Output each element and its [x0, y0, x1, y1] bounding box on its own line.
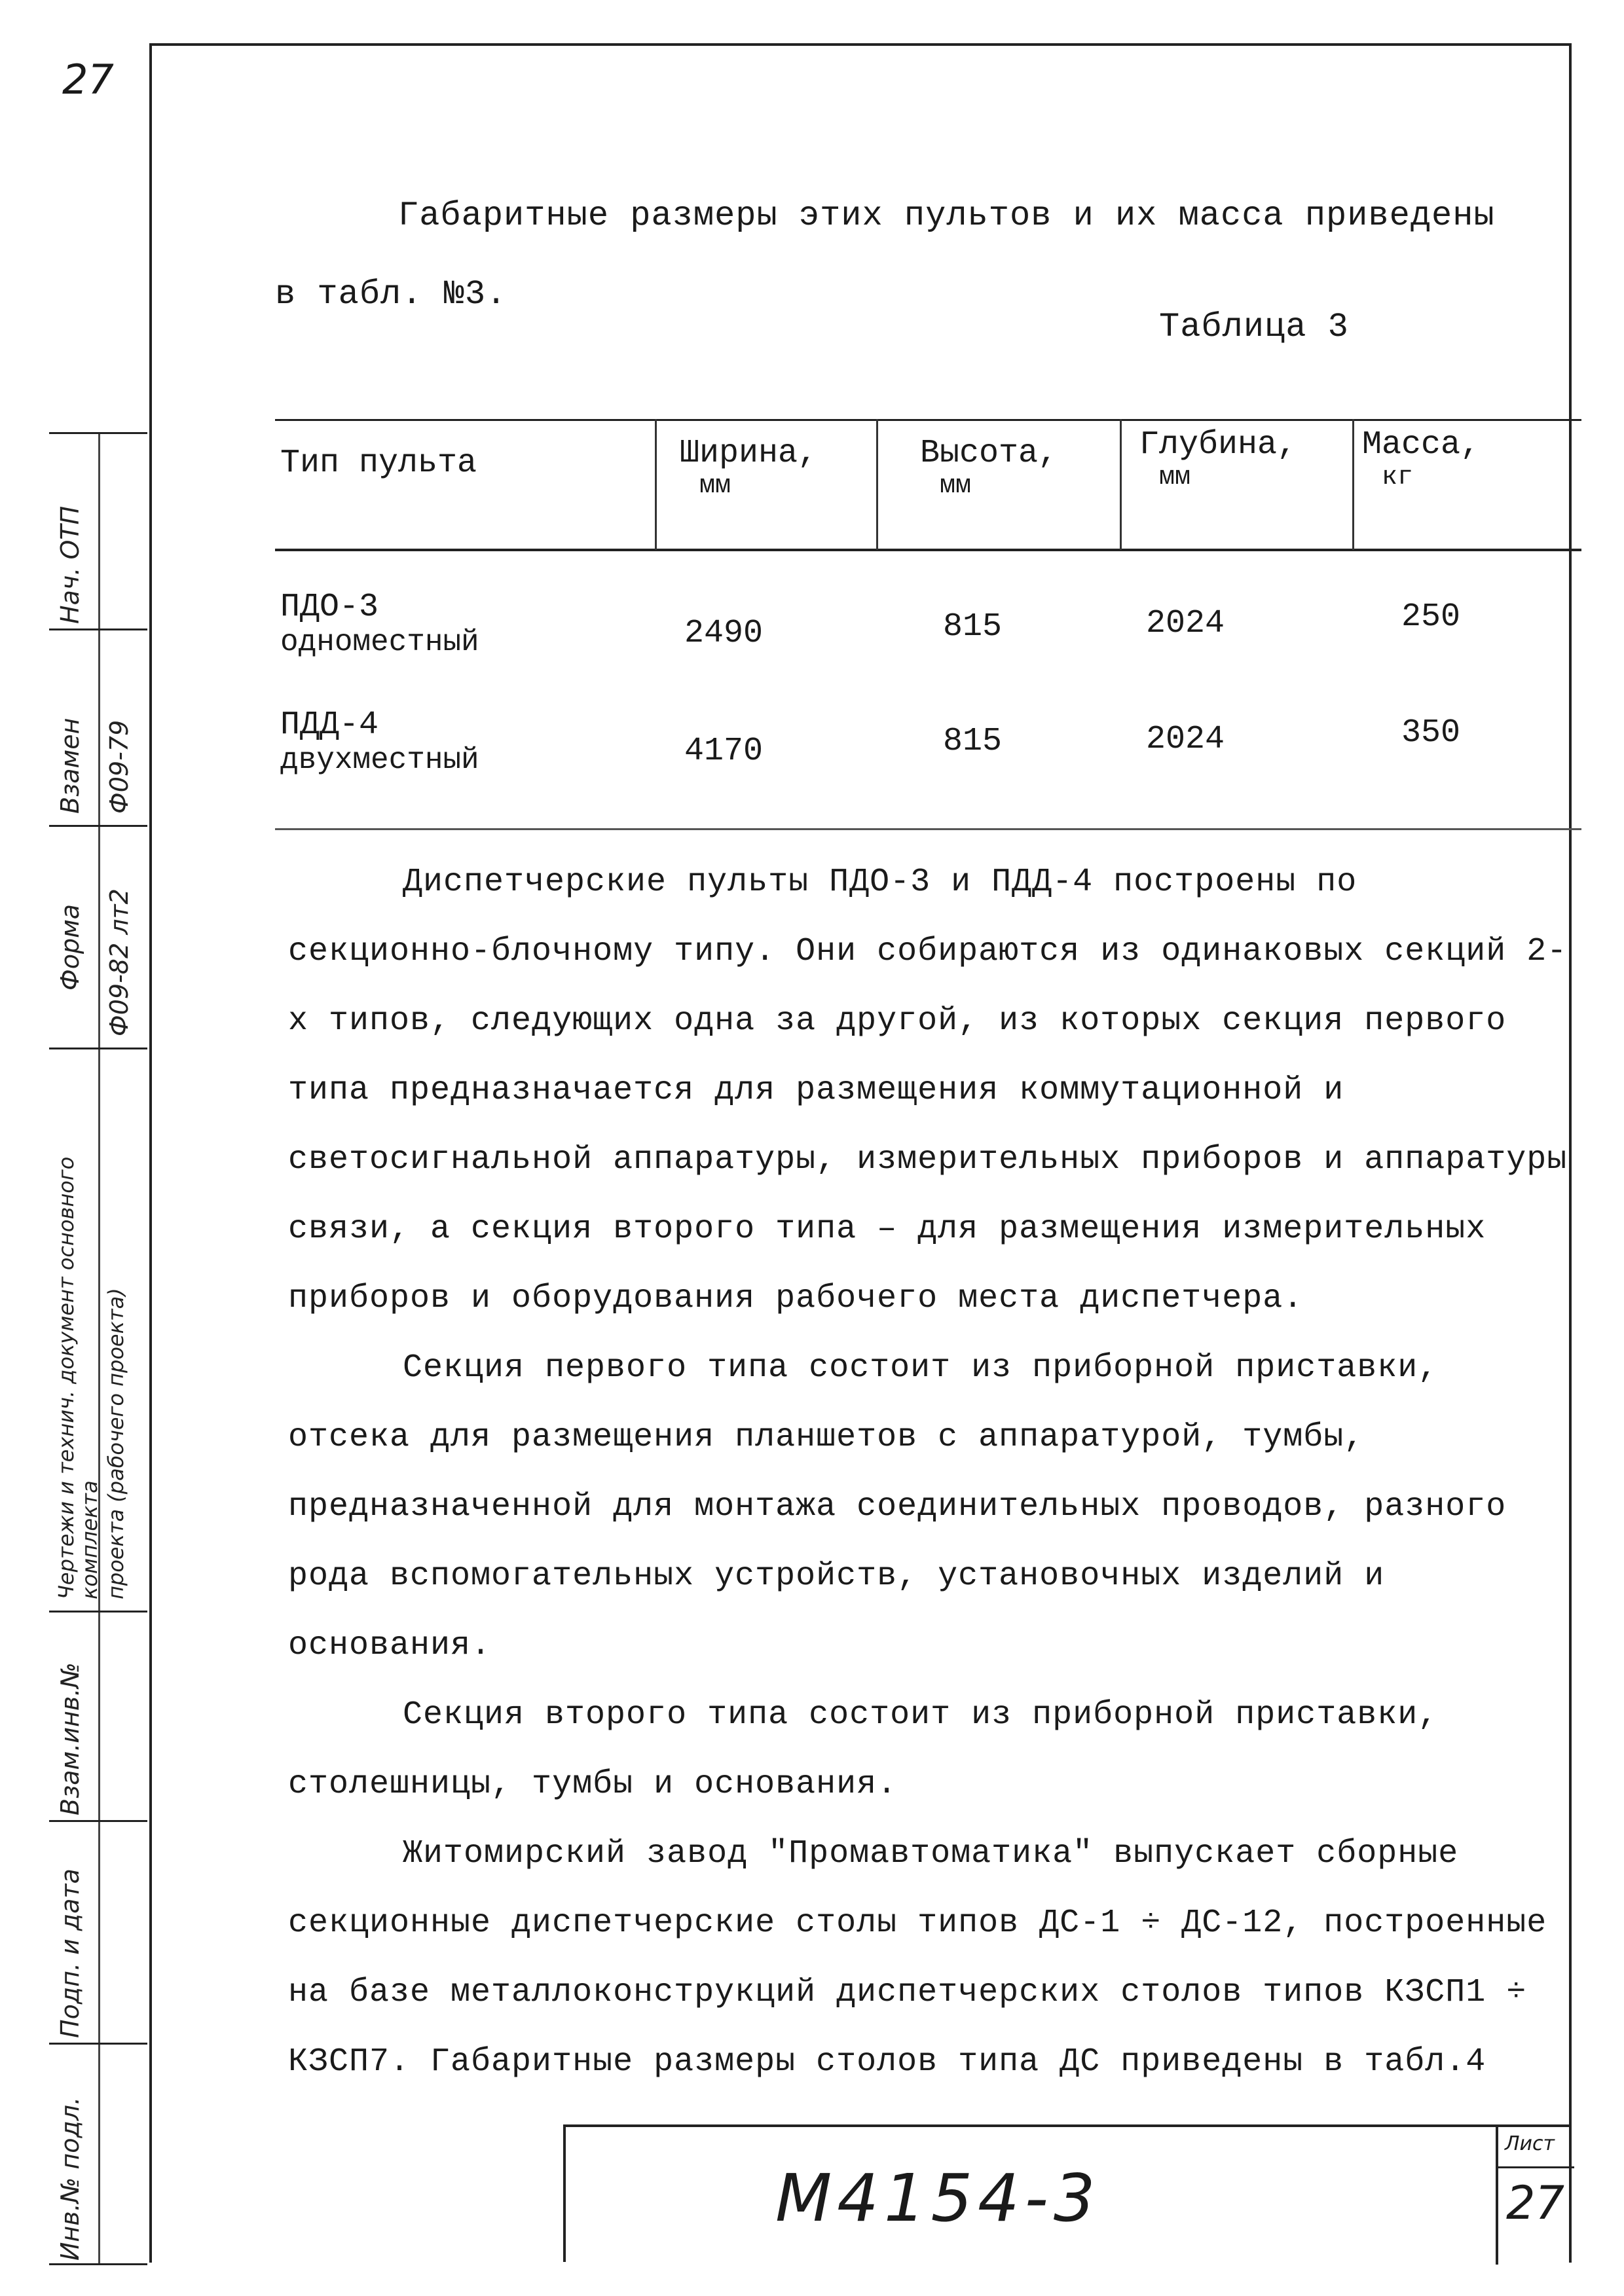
table-row-type	[280, 707, 479, 776]
side-stamp	[49, 432, 147, 2265]
sheet-label: Лист	[1505, 2132, 1555, 2155]
row-type-code: ПДД-4	[280, 706, 379, 744]
stamp-cell	[49, 1611, 147, 1820]
row-type-desc: двухместный	[280, 743, 479, 777]
stamp-cell	[49, 1820, 147, 2043]
table-cell-width: 4170	[684, 733, 764, 770]
stamp-value: Ф09-82 лт2	[105, 888, 134, 1036]
stamp-cell	[49, 1048, 147, 1611]
table-col-divider	[655, 419, 657, 550]
col-header-width	[680, 435, 817, 501]
body-text	[288, 848, 1572, 2097]
corner-page-number: 27	[62, 56, 114, 103]
stamp-cell	[49, 432, 147, 629]
paragraph: Секция второго типа состоит из приборной приставки, столешницы, тумбы и основания.	[288, 1696, 1439, 1803]
sheet-number: 27	[1506, 2176, 1565, 2230]
table-caption: Таблица 3	[1159, 308, 1349, 346]
row-type-desc: одноместный	[280, 625, 479, 659]
stamp-label: Подп. и дата	[56, 1868, 84, 2038]
paragraph: Житомирский завод "Промавтоматика" выпускает сборные секционные диспетчерские столы типов ДС-1 ÷ ДС-12, построенные на базе металлоконструкций диспетчерских столов типов КЗСП1 ÷ КЗСП7. Габаритные размеры столов типа ДС приведены в табл.4	[288, 1835, 1547, 2081]
table-col-divider	[1352, 419, 1354, 550]
table-cell-height: 815	[943, 723, 1003, 760]
col-header-unit: мм	[940, 471, 972, 501]
table-cell-depth: 2024	[1146, 605, 1225, 642]
table-bottom-rule	[275, 828, 1581, 830]
intro-line-2: в табл. №3.	[275, 275, 507, 314]
col-header-unit: кг	[1382, 463, 1414, 492]
stamp-label: Инв.№ подл.	[56, 2096, 84, 2261]
table-top-rule	[275, 419, 1581, 421]
stamp-label: Взам.инв.№	[56, 1662, 84, 1815]
paragraph: Диспетчерские пульты ПДО-3 и ПДД-4 построены по секционно-блочному типу. Они собираются из одинаковых секций 2-х типов, следующих одна за другой, из которых секция первого типа предназначается для размещения коммутационной и светосигнальной аппаратуры, измерительных приборов и аппаратуры связи, а секция второго типа – для размещения измерительных приборов и оборудования рабочего места диспетчера.	[288, 864, 1568, 1317]
stamp-cell	[49, 629, 147, 825]
col-header-unit: мм	[699, 471, 731, 501]
table-header-rule	[275, 549, 1581, 551]
col-header-label: Ширина,	[680, 435, 818, 472]
col-header-unit: мм	[1159, 463, 1191, 492]
stamp-label: Взамен	[56, 718, 84, 814]
table-cell-mass: 350	[1401, 714, 1461, 752]
table-cell-mass: 250	[1401, 598, 1461, 636]
col-header-height	[920, 435, 1058, 501]
row-type-code: ПДО-3	[280, 589, 379, 626]
table-col-divider	[1120, 419, 1122, 550]
frame-top	[149, 43, 1572, 46]
doc-code: М4154-3	[775, 2160, 1101, 2236]
table-col-divider	[876, 419, 878, 550]
stamp-label: Форма	[56, 903, 84, 991]
col-header-mass	[1362, 427, 1480, 492]
paragraph: Секция первого типа состоит из приборной приставки, отсека для размещения планшетов с аппаратурой, тумбы, предназначенной для монтажа соединительных проводов, разного рода вспомогательных устройств, установочных изделий и основания.	[288, 1349, 1507, 1664]
title-block	[563, 2124, 1572, 2262]
col-header-label: Высота,	[920, 435, 1058, 472]
stamp-cell	[49, 825, 147, 1048]
sheet-box	[1496, 2127, 1574, 2265]
col-header-depth	[1139, 427, 1297, 492]
table-cell-width: 2490	[684, 615, 764, 652]
col-header-label: Тип пульта	[280, 445, 477, 482]
stamp-cell	[49, 2043, 147, 2265]
stamp-label: Нач. ОТП	[56, 505, 84, 624]
stamp-value: Ф09-79	[105, 720, 134, 814]
col-header-type	[280, 445, 477, 482]
stamp-value: проекта (рабочего проекта)	[103, 1288, 128, 1599]
stamp-label: Чертежи и технич. документ основного комплекта	[54, 1156, 102, 1599]
frame-left	[149, 43, 152, 2263]
col-header-label: Глубина,	[1139, 426, 1297, 464]
table-cell-depth: 2024	[1146, 721, 1225, 758]
table-row-type	[280, 589, 479, 659]
intro-line-1: Габаритные размеры этих пультов и их масса приведены	[398, 196, 1495, 235]
col-header-label: Масса,	[1362, 426, 1481, 464]
table-cell-height: 815	[943, 608, 1003, 646]
sheet-divider	[1498, 2166, 1574, 2168]
